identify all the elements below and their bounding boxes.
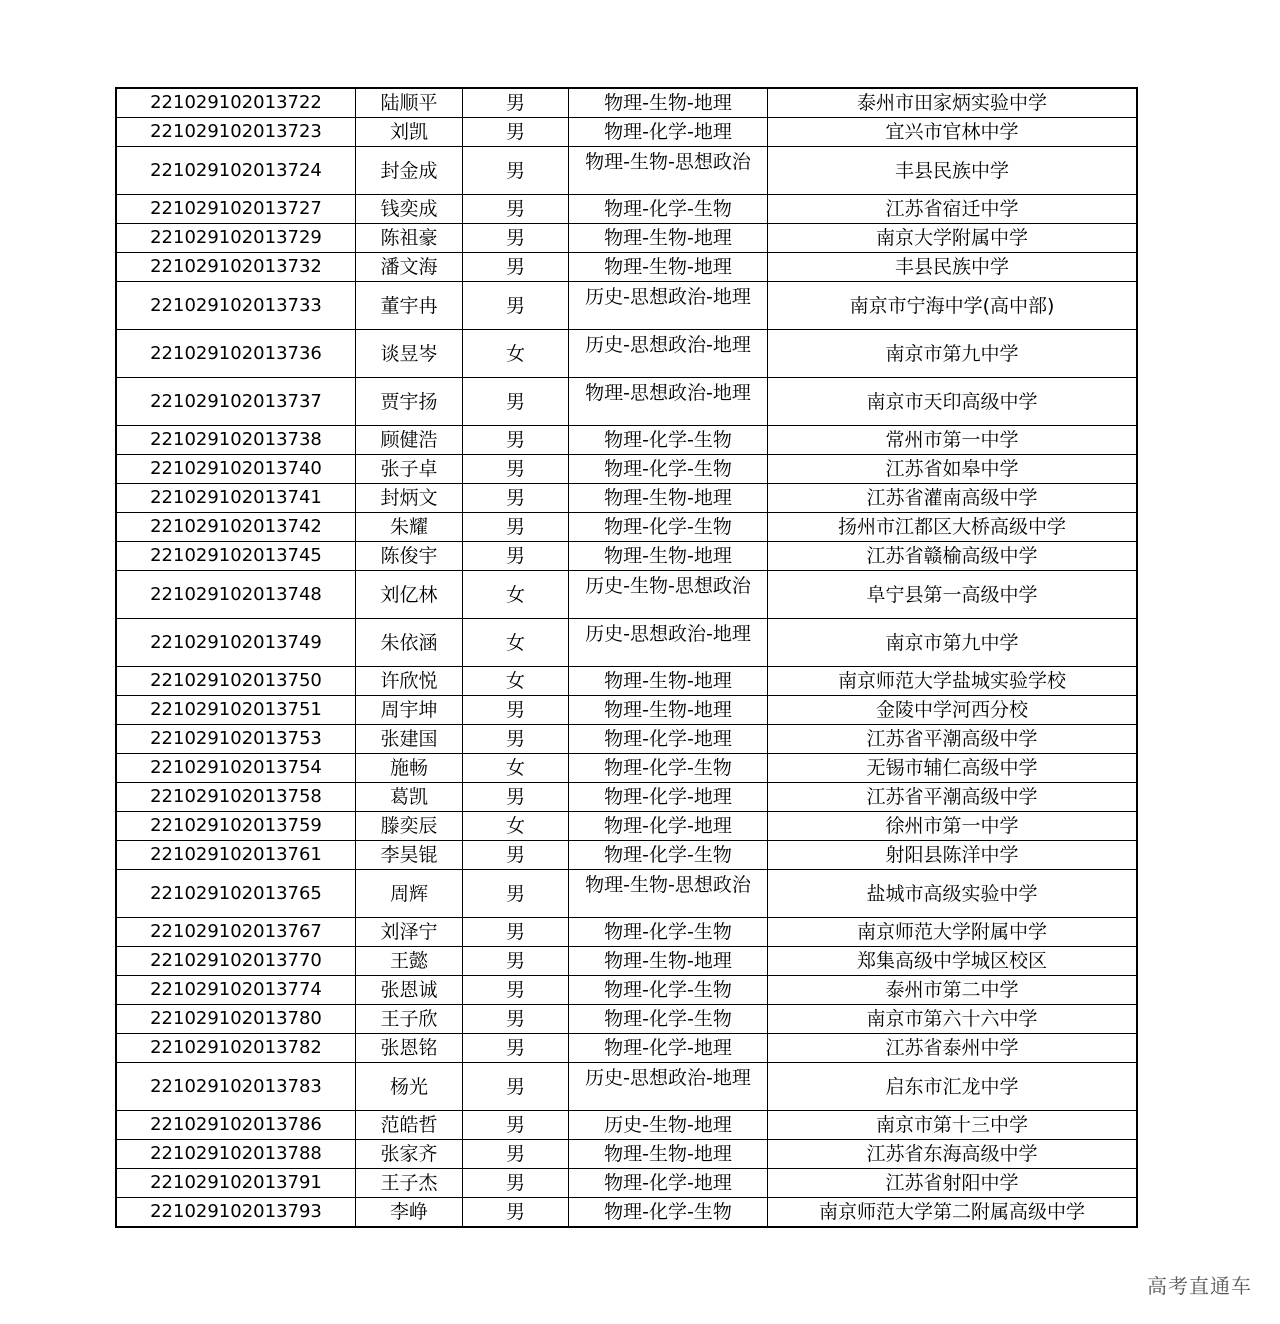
student-sex-cell: 男 [463, 542, 569, 571]
student-sex-cell: 男 [463, 1005, 569, 1034]
student-id-cell: 221029102013783 [116, 1063, 356, 1111]
subject-combination-text: 物理-化学-地理 [604, 1173, 732, 1193]
table-row [116, 1140, 1137, 1169]
student-sex-cell: 男 [463, 841, 569, 870]
school-name-cell: 江苏省泰州中学 [768, 1034, 1138, 1063]
subject-combination-cell [569, 947, 768, 976]
subject-combination-cell [569, 1140, 768, 1169]
student-name-cell: 施畅 [356, 754, 463, 783]
subject-combination-cell [569, 253, 768, 282]
student-name-cell: 陆顺平 [356, 88, 463, 118]
student-sex-cell: 女 [463, 619, 569, 667]
table-row [116, 696, 1137, 725]
student-name-cell: 朱耀 [356, 513, 463, 542]
subject-combination-text: 物理-化学-生物 [604, 845, 732, 865]
subject-combination-cell [569, 1063, 768, 1111]
subject-combination-text: 历史-思想政治-地理 [585, 1067, 751, 1089]
table-row [116, 195, 1137, 224]
student-name-cell: 张恩铭 [356, 1034, 463, 1063]
student-name-cell: 陈俊宇 [356, 542, 463, 571]
subject-combination-cell [569, 754, 768, 783]
school-name-cell: 丰县民族中学 [768, 147, 1138, 195]
school-name-cell: 江苏省平潮高级中学 [768, 725, 1138, 754]
student-sex-cell: 男 [463, 484, 569, 513]
student-sex-cell: 男 [463, 947, 569, 976]
subject-combination-text: 历史-生物-思想政治 [585, 575, 751, 597]
student-id-cell: 221029102013765 [116, 870, 356, 918]
school-name-cell: 南京师范大学附属中学 [768, 918, 1138, 947]
student-id-cell: 221029102013749 [116, 619, 356, 667]
student-sex-cell: 男 [463, 118, 569, 147]
student-name-cell: 王子杰 [356, 1169, 463, 1198]
subject-combination-text: 物理-化学-生物 [604, 1009, 732, 1029]
student-sex-cell: 男 [463, 1034, 569, 1063]
school-name-cell: 南京市宁海中学(高中部) [768, 282, 1138, 330]
student-name-cell: 张恩诚 [356, 976, 463, 1005]
student-name-cell: 杨光 [356, 1063, 463, 1111]
school-name-cell: 盐城市高级实验中学 [768, 870, 1138, 918]
student-sex-cell: 男 [463, 870, 569, 918]
subject-combination-cell [569, 118, 768, 147]
subject-combination-text: 物理-化学-地理 [604, 729, 732, 749]
student-id-cell: 221029102013741 [116, 484, 356, 513]
student-id-cell: 221029102013761 [116, 841, 356, 870]
student-id-cell: 221029102013736 [116, 330, 356, 378]
subject-combination-text: 物理-思想政治-地理 [585, 382, 751, 404]
school-name-cell: 丰县民族中学 [768, 253, 1138, 282]
subject-combination-text: 物理-化学-地理 [604, 1038, 732, 1058]
student-id-cell: 221029102013738 [116, 426, 356, 455]
student-sex-cell: 女 [463, 330, 569, 378]
subject-combination-text: 历史-思想政治-地理 [585, 286, 751, 308]
subject-combination-cell [569, 513, 768, 542]
student-name-cell: 刘泽宁 [356, 918, 463, 947]
subject-combination-cell [569, 783, 768, 812]
student-id-cell: 221029102013745 [116, 542, 356, 571]
student-name-cell: 陈祖豪 [356, 224, 463, 253]
subject-combination-text: 物理-生物-思想政治 [585, 151, 751, 173]
school-name-cell: 无锡市辅仁高级中学 [768, 754, 1138, 783]
watermark-text: 高考直通车 [1147, 1274, 1252, 1298]
student-name-cell: 贾宇扬 [356, 378, 463, 426]
student-sex-cell: 男 [463, 696, 569, 725]
table-row [116, 870, 1137, 918]
student-id-cell: 221029102013748 [116, 571, 356, 619]
school-name-cell: 常州市第一中学 [768, 426, 1138, 455]
subject-combination-text: 物理-化学-生物 [604, 980, 732, 1000]
table-row [116, 542, 1137, 571]
subject-combination-text: 物理-化学-生物 [604, 430, 732, 450]
student-id-cell: 221029102013770 [116, 947, 356, 976]
school-name-cell: 郑集高级中学城区校区 [768, 947, 1138, 976]
subject-combination-cell [569, 1169, 768, 1198]
table-row [116, 378, 1137, 426]
student-id-cell: 221029102013751 [116, 696, 356, 725]
subject-combination-cell [569, 1005, 768, 1034]
school-name-cell: 宜兴市官林中学 [768, 118, 1138, 147]
student-sex-cell: 男 [463, 1140, 569, 1169]
subject-combination-text: 物理-生物-地理 [604, 546, 732, 566]
subject-combination-cell [569, 918, 768, 947]
table-row [116, 812, 1137, 841]
subject-combination-text: 物理-化学-生物 [604, 758, 732, 778]
table-row [116, 224, 1137, 253]
table-row [116, 1111, 1137, 1140]
school-name-cell: 南京市天印高级中学 [768, 378, 1138, 426]
table-row [116, 571, 1137, 619]
subject-combination-cell [569, 812, 768, 841]
table-row [116, 667, 1137, 696]
student-sex-cell: 男 [463, 976, 569, 1005]
student-sex-cell: 女 [463, 571, 569, 619]
subject-combination-text: 物理-化学-生物 [604, 1202, 732, 1222]
student-sex-cell: 男 [463, 224, 569, 253]
student-name-cell: 李峥 [356, 1198, 463, 1228]
subject-combination-cell [569, 330, 768, 378]
subject-combination-cell [569, 619, 768, 667]
subject-combination-cell [569, 378, 768, 426]
school-name-cell: 南京市第六十六中学 [768, 1005, 1138, 1034]
student-id-cell: 221029102013774 [116, 976, 356, 1005]
student-sex-cell: 男 [463, 195, 569, 224]
school-name-cell: 江苏省如皋中学 [768, 455, 1138, 484]
student-sex-cell: 女 [463, 667, 569, 696]
student-name-cell: 钱奕成 [356, 195, 463, 224]
table-row [116, 282, 1137, 330]
table-row [116, 484, 1137, 513]
subject-combination-cell [569, 88, 768, 118]
subject-combination-cell [569, 426, 768, 455]
student-name-cell: 朱依涵 [356, 619, 463, 667]
subject-combination-cell [569, 696, 768, 725]
student-name-cell: 李昊锟 [356, 841, 463, 870]
student-name-cell: 董宇冉 [356, 282, 463, 330]
subject-combination-cell [569, 484, 768, 513]
subject-combination-cell [569, 725, 768, 754]
subject-combination-cell [569, 1111, 768, 1140]
school-name-cell: 江苏省灌南高级中学 [768, 484, 1138, 513]
school-name-cell: 南京师范大学第二附属高级中学 [768, 1198, 1138, 1228]
table-row [116, 118, 1137, 147]
table-row [116, 1063, 1137, 1111]
subject-combination-text: 物理-化学-生物 [604, 199, 732, 219]
student-name-cell: 许欣悦 [356, 667, 463, 696]
student-name-cell: 张子卓 [356, 455, 463, 484]
student-sex-cell: 男 [463, 426, 569, 455]
subject-combination-cell [569, 870, 768, 918]
subject-combination-text: 物理-化学-地理 [604, 787, 732, 807]
subject-combination-cell [569, 224, 768, 253]
table-row [116, 253, 1137, 282]
subject-combination-text: 历史-思想政治-地理 [585, 623, 751, 645]
student-id-cell: 221029102013754 [116, 754, 356, 783]
student-sex-cell: 男 [463, 783, 569, 812]
subject-combination-cell [569, 1034, 768, 1063]
table-row [116, 947, 1137, 976]
school-name-cell: 南京市第十三中学 [768, 1111, 1138, 1140]
table-row [116, 147, 1137, 195]
school-name-cell: 启东市汇龙中学 [768, 1063, 1138, 1111]
subject-combination-cell [569, 195, 768, 224]
subject-combination-text: 物理-化学-地理 [604, 816, 732, 836]
student-sex-cell: 男 [463, 1111, 569, 1140]
student-name-cell: 葛凯 [356, 783, 463, 812]
subject-combination-text: 物理-生物-地理 [604, 951, 732, 971]
student-name-cell: 潘文海 [356, 253, 463, 282]
school-name-cell: 南京市第九中学 [768, 619, 1138, 667]
student-id-cell: 221029102013767 [116, 918, 356, 947]
student-name-cell: 封金成 [356, 147, 463, 195]
subject-combination-text: 物理-生物-思想政治 [585, 874, 751, 896]
student-name-cell: 范皓哲 [356, 1111, 463, 1140]
table-row [116, 330, 1137, 378]
student-id-cell: 221029102013729 [116, 224, 356, 253]
school-name-cell: 扬州市江都区大桥高级中学 [768, 513, 1138, 542]
school-name-cell: 江苏省宿迁中学 [768, 195, 1138, 224]
student-table [115, 87, 1138, 1228]
student-id-cell: 221029102013782 [116, 1034, 356, 1063]
student-id-cell: 221029102013723 [116, 118, 356, 147]
school-name-cell: 徐州市第一中学 [768, 812, 1138, 841]
school-name-cell: 江苏省赣榆高级中学 [768, 542, 1138, 571]
subject-combination-cell [569, 455, 768, 484]
subject-combination-text: 物理-生物-地理 [604, 1144, 732, 1164]
student-id-cell: 221029102013740 [116, 455, 356, 484]
student-sex-cell: 男 [463, 282, 569, 330]
table-row [116, 841, 1137, 870]
subject-combination-text: 物理-化学-生物 [604, 922, 732, 942]
table-body [116, 88, 1137, 1227]
student-name-cell: 王子欣 [356, 1005, 463, 1034]
school-name-cell: 江苏省射阳中学 [768, 1169, 1138, 1198]
table-row [116, 1005, 1137, 1034]
student-sex-cell: 男 [463, 1169, 569, 1198]
subject-combination-cell [569, 147, 768, 195]
student-id-cell: 221029102013737 [116, 378, 356, 426]
subject-combination-text: 物理-化学-生物 [604, 517, 732, 537]
school-name-cell: 江苏省东海高级中学 [768, 1140, 1138, 1169]
subject-combination-cell [569, 667, 768, 696]
school-name-cell: 阜宁县第一高级中学 [768, 571, 1138, 619]
school-name-cell: 南京市第九中学 [768, 330, 1138, 378]
table-row [116, 513, 1137, 542]
subject-combination-text: 物理-化学-生物 [604, 459, 732, 479]
student-sex-cell: 男 [463, 455, 569, 484]
student-name-cell: 张家齐 [356, 1140, 463, 1169]
subject-combination-text: 物理-生物-地理 [604, 228, 732, 248]
student-id-cell: 221029102013742 [116, 513, 356, 542]
school-name-cell: 江苏省平潮高级中学 [768, 783, 1138, 812]
table-row [116, 426, 1137, 455]
student-sex-cell: 男 [463, 147, 569, 195]
subject-combination-text: 物理-生物-地理 [604, 488, 732, 508]
subject-combination-text: 历史-思想政治-地理 [585, 334, 751, 356]
student-id-cell: 221029102013791 [116, 1169, 356, 1198]
subject-combination-cell [569, 282, 768, 330]
subject-combination-text: 物理-化学-地理 [604, 122, 732, 142]
student-id-cell: 221029102013753 [116, 725, 356, 754]
student-name-cell: 刘亿林 [356, 571, 463, 619]
student-sex-cell: 男 [463, 725, 569, 754]
school-name-cell: 射阳县陈洋中学 [768, 841, 1138, 870]
student-id-cell: 221029102013724 [116, 147, 356, 195]
student-id-cell: 221029102013733 [116, 282, 356, 330]
student-name-cell: 封炳文 [356, 484, 463, 513]
table-row [116, 725, 1137, 754]
student-id-cell: 221029102013786 [116, 1111, 356, 1140]
student-sex-cell: 女 [463, 812, 569, 841]
subject-combination-cell [569, 976, 768, 1005]
subject-combination-text: 历史-生物-地理 [604, 1115, 732, 1135]
student-name-cell: 周宇坤 [356, 696, 463, 725]
student-id-cell: 221029102013788 [116, 1140, 356, 1169]
admission-list [115, 87, 1138, 1228]
student-sex-cell: 男 [463, 378, 569, 426]
student-name-cell: 顾健浩 [356, 426, 463, 455]
student-id-cell: 221029102013759 [116, 812, 356, 841]
subject-combination-cell [569, 542, 768, 571]
subject-combination-text: 物理-生物-地理 [604, 671, 732, 691]
student-sex-cell: 女 [463, 754, 569, 783]
table-row [116, 1034, 1137, 1063]
table-row [116, 783, 1137, 812]
student-name-cell: 张建国 [356, 725, 463, 754]
table-row [116, 754, 1137, 783]
student-id-cell: 221029102013793 [116, 1198, 356, 1228]
subject-combination-cell [569, 571, 768, 619]
subject-combination-cell [569, 1198, 768, 1228]
student-name-cell: 谈昱岑 [356, 330, 463, 378]
student-sex-cell: 男 [463, 513, 569, 542]
school-name-cell: 金陵中学河西分校 [768, 696, 1138, 725]
student-id-cell: 221029102013780 [116, 1005, 356, 1034]
student-sex-cell: 男 [463, 1198, 569, 1228]
student-id-cell: 221029102013750 [116, 667, 356, 696]
student-name-cell: 周辉 [356, 870, 463, 918]
student-sex-cell: 男 [463, 1063, 569, 1111]
table-row [116, 88, 1137, 118]
school-name-cell: 南京师范大学盐城实验学校 [768, 667, 1138, 696]
table-row [116, 619, 1137, 667]
student-name-cell: 王懿 [356, 947, 463, 976]
subject-combination-text: 物理-生物-地理 [604, 93, 732, 113]
subject-combination-text: 物理-生物-地理 [604, 257, 732, 277]
student-sex-cell: 男 [463, 253, 569, 282]
student-sex-cell: 男 [463, 88, 569, 118]
student-id-cell: 221029102013732 [116, 253, 356, 282]
school-name-cell: 南京大学附属中学 [768, 224, 1138, 253]
student-id-cell: 221029102013727 [116, 195, 356, 224]
subject-combination-cell [569, 841, 768, 870]
school-name-cell: 泰州市田家炳实验中学 [768, 88, 1138, 118]
student-name-cell: 滕奕辰 [356, 812, 463, 841]
subject-combination-text: 物理-生物-地理 [604, 700, 732, 720]
table-row [116, 918, 1137, 947]
table-row [116, 1198, 1137, 1228]
student-name-cell: 刘凯 [356, 118, 463, 147]
student-id-cell: 221029102013722 [116, 88, 356, 118]
student-sex-cell: 男 [463, 918, 569, 947]
table-row [116, 455, 1137, 484]
student-id-cell: 221029102013758 [116, 783, 356, 812]
table-row [116, 976, 1137, 1005]
school-name-cell: 泰州市第二中学 [768, 976, 1138, 1005]
table-row [116, 1169, 1137, 1198]
